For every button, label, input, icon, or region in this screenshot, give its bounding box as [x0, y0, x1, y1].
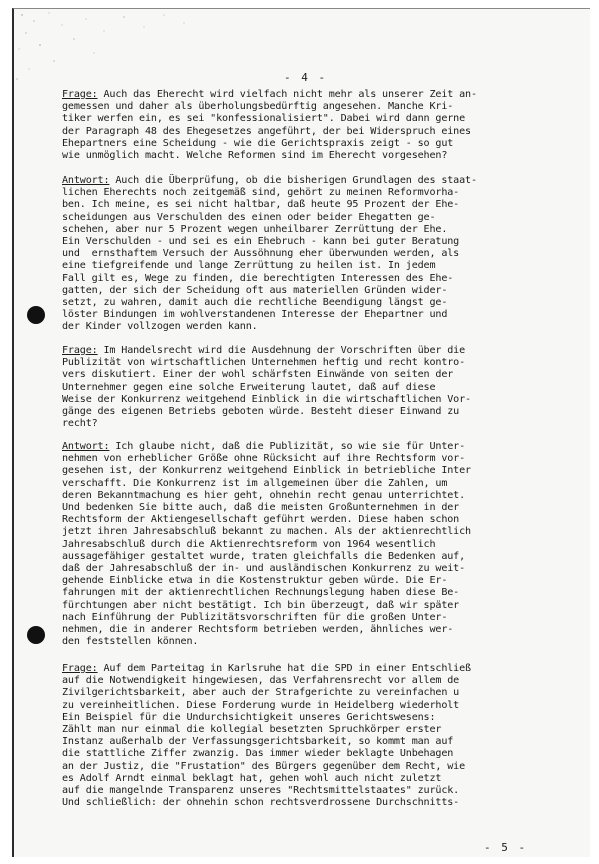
section-label: Frage: [62, 663, 98, 674]
text-line: aussagefähiger gestaltet wurde, traten gleichfalls die Bedenken auf, [62, 550, 466, 562]
section-antwort-eherecht [62, 175, 582, 334]
text-line: Frage: Auch das Eherecht wird vielfach nicht mehr als unserer Zeit an- [62, 89, 477, 100]
text-line: der Paragraph 48 des Ehegesetzes angeführt, der bei Widerspruch eines [62, 125, 471, 137]
text-line: fahrungen mit der aktienrechtlichen Rechnungslegung haben diese Be- [62, 587, 460, 599]
section-frage-verfahrensrecht [62, 663, 582, 809]
text-line: der Kinder vollzogen werden kann. [62, 321, 258, 333]
section-label: Frage: [62, 89, 98, 100]
text-line: Rechtsform der Aktiengesellschaft geführt werden. Diese haben schon [62, 514, 460, 526]
text-line: es Adolf Arndt einmal beklagt hat, gehen wohl auch nicht zuletzt [62, 772, 442, 784]
text-line: nehmen, die in anderer Rechtsform betrieben werden, ähnliches wer- [62, 624, 454, 636]
text-line: setzt, zu wahren, damit auch die rechtliche Beendigung längst ge- [62, 297, 448, 309]
scan-speckle [14, 9, 214, 89]
text-line: Antwort: Auch die Überprüfung, ob die bisherigen Grundlagen des staat- [62, 175, 477, 186]
text-line: Unternehmer gegen eine solche Erweiterung lautet, daß auf diese [62, 381, 436, 393]
text-line: auf die Notwendigkeit hingewiesen, das Verfahrensrecht vor allem de [62, 675, 460, 687]
text-line: Frage: Auf dem Parteitag in Karlsruhe hat die SPD in einer Entschließ [62, 663, 471, 674]
text-line: schehen, aber nur 5 Prozent wegen unheilbarer Zerrüttung der Ehe. [62, 223, 448, 235]
text-line: verschafft. Die Konkurrenz ist im allgemeinen über die Zahlen, um [62, 477, 448, 489]
text-line: Publizität von wirtschaftlichen Unternehmen heftig und recht kontro- [62, 357, 466, 369]
text-line: Fall gilt es, Wege zu finden, die berechtigten Interessen des Ehe- [62, 272, 454, 284]
punch-hole-icon [27, 306, 45, 324]
text-line: lichen Eherechts noch zeitgemäß sind, gehört zu meinen Reformvorha- [62, 187, 460, 199]
text-line: Ein Verschulden - und sei es ein Ehebruch - kann bei guter Beratung [62, 236, 460, 248]
section-label: Antwort: [62, 441, 110, 452]
text-line: Jahresabschluß durch die Aktienrechtsreform von 1964 wesentlich [62, 538, 436, 550]
text-line: jetzt ihren Jahresabschluß bekannt zu machen. Als der aktienrechtlich [62, 526, 471, 538]
section-frage-handelsrecht [62, 345, 582, 430]
text-line: und ernsthaftem Versuch der Aussöhnung eher überwunden werden, als [62, 248, 460, 260]
text-line: recht? [62, 418, 98, 430]
text-line: gemessen und daher als überholungsbedürftig angesehen. Manche Kri- [62, 101, 454, 113]
text-line: Ein Beispiel für die Undurchsichtigkeit unseres Gerichtswesens: [62, 711, 436, 723]
text-line: tiker werfen ein, es sei "konfessionalisiert". Dabei wird dann gerne [62, 113, 466, 125]
document-page [12, 8, 590, 857]
text-line: zu vereinheitlichen. Diese Forderung wurde in Heidelberg wiederholt [62, 699, 460, 711]
text-line: gatten, der sich der Scheidung oft aus materiellen Gründen wider- [62, 284, 448, 296]
text-line: Zivilgerichtsbarkeit, aber auch der Strafgerichte zu vereinfachen u [62, 687, 460, 699]
text-line: Ehepartners eine Scheidung - wie die Gerichtspraxis zeigt - so gut [62, 137, 454, 149]
text-line: daß der Jahresabschluß der in- und ausländischen Konkurrenz zu weit- [62, 563, 466, 575]
text-line: auf die mangelnde Transparenz unseres "Rechtsmittelstaates" zurück. [62, 785, 460, 797]
text-line: gänge des eigenen Betriebs geboten würde. Besteht dieser Einwand zu [62, 406, 460, 418]
text-line: den feststellen können. [62, 636, 199, 648]
text-line: gesehen ist, der Konkurrenz weitgehend Einblick in betriebliche Inter [62, 465, 471, 477]
text-line: Instanz außerhalb der Verfassungsgerichtsbarkeit, so kommt man auf [62, 736, 454, 748]
text-line: nehmen von erheblicher Größe ohne Rücksicht auf ihre Rechtsform vor- [62, 453, 466, 465]
section-label: Antwort: [62, 175, 110, 186]
page-number-top: - 4 - [284, 71, 328, 84]
page-number-bottom: - 5 - [484, 841, 528, 854]
text-line: Antwort: Ich glaube nicht, daß die Publizität, so wie sie für Unter- [62, 441, 466, 452]
text-line: Und bedenken Sie bitte auch, daß die meisten Großunternehmen in der [62, 502, 460, 514]
text-line: Und schließlich: der ohnehin schon rechtsverdrossene Durchschnitts- [62, 797, 460, 809]
text-line: wie unmöglich macht. Welche Reformen sind im Eherecht vorgesehen? [62, 150, 448, 162]
text-line: Frage: Im Handelsrecht wird die Ausdehnung der Vorschriften über die [62, 345, 466, 356]
text-line: scheidungen aus Verschulden des einen oder beider Ehegatten ge- [62, 211, 436, 223]
punch-hole-icon [27, 626, 45, 644]
text-line: die stattliche Ziffer zwanzig. Das immer wieder beklagte Unbehagen [62, 748, 454, 760]
text-line: nach Einführung der Publizitätsvorschriften für die großen Unter- [62, 611, 448, 623]
text-line: Weise der Konkurrenz weitgehend Einblick in die wirtschaftlichen Vor- [62, 393, 471, 405]
text-line: löster Bindungen im wohlverstandenen Interesse der Ehepartner und [62, 309, 448, 321]
text-line: deren Bekanntmachung es hier geht, ohnehin recht genau unterrichtet. [62, 489, 466, 501]
text-line: an der Justiz, die "Frustation" des Bürgers gegenüber dem Recht, wie [62, 760, 466, 772]
text-line: vers diskutiert. Einer der wohl schärfsten Einwände von seiten der [62, 369, 454, 381]
text-line: gehende Einblicke etwa in die Kostenstruktur geben würde. Die Er- [62, 575, 448, 587]
section-antwort-handelsrecht [62, 441, 582, 648]
section-label: Frage: [62, 345, 98, 356]
text-line: ben. Ich meine, es sei nicht haltbar, daß heute 95 Prozent der Ehe- [62, 199, 460, 211]
text-line: Zählt man nur einmal die kollegial besetzten Spruchkörper erster [62, 724, 442, 736]
section-frage-eherecht [62, 89, 582, 162]
text-line: eine tiefgreifende und lange Zerrüttung zu heilen ist. In jedem [62, 260, 436, 272]
text-line: fürchtungen aber nicht bestätigt. Ich bin überzeugt, daß wir später [62, 599, 460, 611]
